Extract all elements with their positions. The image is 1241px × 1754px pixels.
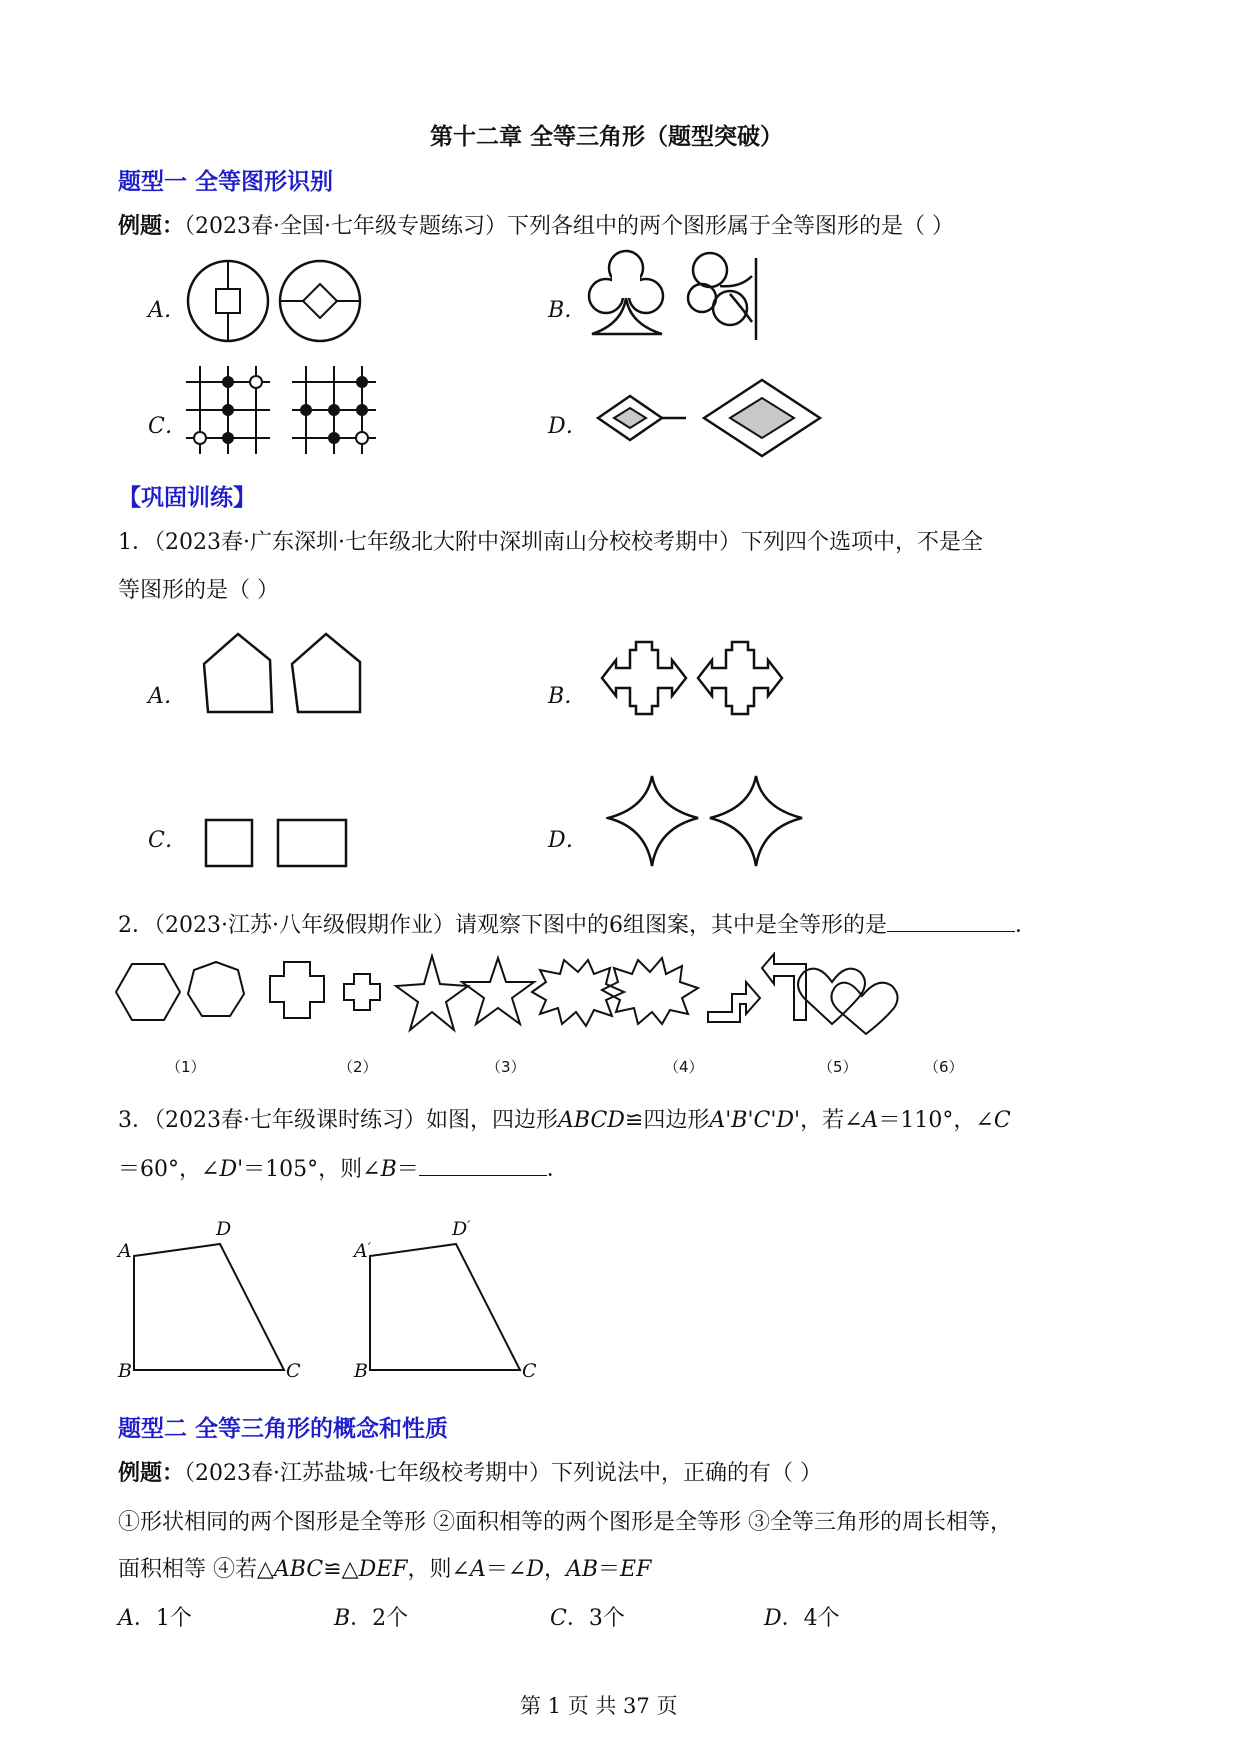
q2-cross-large [270,962,324,1018]
q3-fig2-a: A [354,1240,368,1262]
q3-fig2-d: D [452,1218,468,1240]
line3-angle-d: D [526,1557,544,1582]
example2-line3 [118,1559,651,1581]
ex1-option-c-figure [186,362,386,458]
q3-abcd: ABCD [557,1108,625,1133]
q3-fig1-label-c: C [286,1360,301,1382]
q2-burst-1 [532,960,624,1026]
q3-end: ． [546,1157,569,1182]
q2-star-thin [396,956,468,1030]
example1-line [118,216,954,238]
answer-a-letter: A [118,1606,134,1631]
line3-b: ≌△ [323,1557,359,1582]
line3-d: ＝∠ [485,1557,527,1582]
q1-option-d-figure [606,774,816,870]
ex1-option-d-figure [590,378,830,460]
q3-angle-d-prime: D' [219,1157,244,1182]
q3-text-b: ≌四边形 [624,1108,710,1133]
answer-b-text: ．2个 [350,1606,409,1631]
q2-figures [114,952,994,1036]
answer-d-letter: D [764,1606,782,1631]
q3-fig1-label-d: D [216,1218,232,1240]
practice-heading: 【巩固训练】 [118,485,256,511]
q3-fig1-label-b: B [118,1360,132,1382]
q2-heptagon [188,962,244,1016]
line3-f: ＝ [598,1557,621,1582]
section2-heading: 题型二 全等三角形的概念和性质 [118,1416,449,1442]
example-text: （2023春·全国·七年级专题练习）下列各组中的两个图形属于全等图形的是（ ） [184,214,954,239]
q3-fig2-label-b: B [354,1360,368,1382]
answer-a [118,1608,192,1630]
example-label: 例题： [118,214,185,239]
q2-label-2: （2） [338,1058,378,1076]
ex1-option-b-label: B． [548,298,587,323]
q3-fig2-label-a [354,1242,371,1261]
q3-text-e: ＝60°，∠ [118,1157,220,1182]
example2-line [118,1463,822,1485]
q3-text-d: ＝110°，∠ [878,1108,994,1133]
q3-text-a: 3．（2023春·七年级课时练习）如图，四边形 [118,1108,558,1133]
answer-b-letter: B [334,1606,351,1631]
line3-c: ，则∠ [407,1557,470,1582]
page-title: 第十二章 全等三角形（题型突破） [430,124,784,150]
q2-label-1: （1） [166,1058,206,1076]
answer-c-letter: C [550,1606,567,1631]
q1-option-a-figure [200,630,370,716]
ex1-option-a-label: A． [148,298,186,323]
line3-def: DEF [358,1557,408,1582]
q2-star [462,958,534,1024]
q1-line2: 等图形的是（ ） [118,578,279,603]
q1-line1: 1．（2023春·广东深圳·七年级北大附中深圳南山分校校考期中）下列四个选项中，不是全 [118,530,983,555]
q1-option-c-figure [204,818,364,870]
q2-label-3: （3） [486,1058,526,1076]
ex1-option-b-figure [580,246,780,346]
q3-fig2-label-c: C [522,1360,537,1382]
ex1-option-a-figure [186,256,376,346]
line3-ab: AB [565,1557,599,1582]
answer-a-text: ．1个 [133,1606,192,1631]
q2-end: ． [1014,913,1037,938]
q1-option-c-label: C． [148,828,187,853]
example2-label: 例题： [118,1461,185,1486]
section1-heading: 题型一 全等图形识别 [118,169,334,195]
line3-ef: EF [620,1557,652,1582]
example2-text: （2023春·江苏盐城·七年级校考期中）下列说法中，正确的有（ ） [184,1461,822,1486]
q2-label-5: （5） [818,1058,858,1076]
q2-text: 2．（2023·江苏·八年级假期作业）请观察下图中的6组图案，其中是全等形的是 [118,913,887,938]
ex1-option-c-label: C． [148,414,187,439]
q2-hexagon [116,964,180,1020]
answer-c [550,1608,625,1630]
q1-option-d-label: D． [548,828,588,853]
q3-angle-a: A [862,1108,879,1133]
q3-abcd-prime: A'B'C'D' [709,1108,801,1133]
q2-label-6: （6） [924,1058,964,1076]
q1-option-b-label: B． [548,684,587,709]
q2-burst-2 [602,958,698,1024]
q2-heart-2 [831,983,897,1034]
q2-arrow-2 [762,954,806,1020]
q3-line2 [118,1157,569,1181]
q3-fig2-d-prime: ′ [467,1219,471,1235]
q3-text-g: ＝ [396,1157,419,1182]
line3-abc: ABC [273,1557,324,1582]
answer-d-text: ．4个 [781,1606,840,1631]
q3-fig2-label-d [452,1220,470,1239]
q2-arrow-1 [708,982,760,1022]
example2-line2: ①形状相同的两个图形是全等形 ②面积相等的两个图形是全等形 ③全等三角形的周长相等， [118,1510,1012,1535]
q3-answer-blank[interactable] [419,1157,547,1176]
q1-option-b-figure [600,640,800,716]
q3-text-c: ，若∠ [800,1108,863,1133]
q3-fig2-a-prime: ′ [367,1241,371,1257]
q3-line1 [118,1110,1011,1132]
q1-option-a-label: A． [148,684,186,709]
line3-e: ， [543,1557,566,1582]
q2-line [118,913,1037,937]
q3-text-f: ＝105°，则∠ [243,1157,381,1182]
line3-angle-a: A [469,1557,486,1582]
ex1-option-d-label: D． [548,414,588,439]
q3-angle-b: B [380,1157,397,1182]
line3-a: 面积相等 ④若△ [118,1557,274,1582]
q3-angle-c: C [993,1108,1011,1133]
page-footer: 第 1 页 共 37 页 [520,1694,678,1718]
q2-cross-small [344,974,380,1010]
answer-d [764,1608,840,1630]
answer-b [334,1608,408,1630]
q2-label-4: （4） [664,1058,704,1076]
q3-fig1-label-a: A [118,1240,132,1262]
q2-answer-blank[interactable] [887,913,1015,932]
answer-c-text: ．3个 [566,1606,625,1631]
